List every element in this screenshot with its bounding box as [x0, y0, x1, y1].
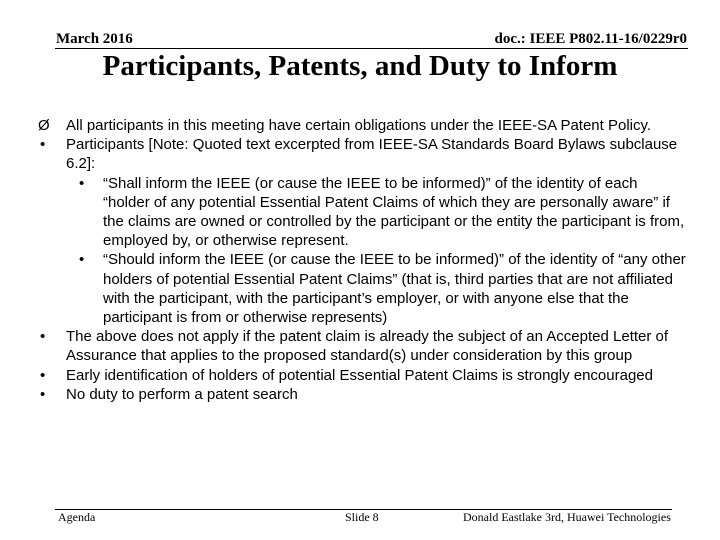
sub-bullet-item	[0, 174, 720, 251]
bullet-text: Early identification of holders of potential Essential Patent Claims is strongly encouraged	[66, 366, 653, 384]
bullet-text: “Should inform the IEEE (or cause the IEEE to be informed)” of the identity of “any other holders of potential Essential Patent Claims” (that is, third parties that are not affiliated with the participant, with the participant’s employer, or with anyone else that the participant is from or otherwise represents)	[103, 251, 686, 327]
bullet-item	[0, 385, 720, 404]
header-doc-id: doc.: IEEE P802.11-16/0229r0	[494, 31, 687, 47]
bullet-dot-icon: •	[79, 251, 85, 269]
bullet-item	[0, 327, 720, 365]
footer-section: Agenda	[58, 510, 96, 524]
slide-title: Participants, Patents, and Duty to Inform	[102, 50, 618, 82]
bullet-item	[0, 366, 720, 385]
bullet-dot-icon: •	[40, 328, 46, 346]
bullet-text: “Shall inform the IEEE (or cause the IEEE to be informed)” of the identity of each “holder of any potential Essential Patent Claims of which they are personally aware” if the claims are owned or controlled by the participant or the entity the participant is from, employed by, or otherwise represent.	[103, 174, 685, 250]
sub-bullet-item	[0, 250, 720, 327]
bullet-text: No duty to perform a patent search	[66, 385, 298, 403]
bullet-dot-icon: •	[40, 385, 46, 403]
bullet-dot-icon: •	[79, 174, 85, 192]
bullet-text: All participants in this meeting have certain obligations under the IEEE-SA Patent Policy.	[66, 117, 652, 134]
bullet-dot-icon: •	[40, 136, 46, 154]
header-date: March 2016	[56, 31, 133, 47]
slide-body	[0, 116, 720, 404]
header-divider	[55, 48, 688, 49]
bullet-text: Participants [Note: Quoted text excerpted from IEEE-SA Standards Board Bylaws subclause 6.2]:	[66, 136, 678, 173]
bullet-item	[0, 135, 720, 173]
footer-author: Donald Eastlake 3rd, Huawei Technologies	[463, 510, 671, 524]
footer-slide-number: Slide 8	[345, 510, 379, 524]
bullet-text: The above does not apply if the patent claim is already the subject of an Accepted Letter of Assurance that applies to the proposed standard(s) under consideration by this group	[66, 328, 669, 365]
bullet-dot-icon: •	[40, 366, 46, 384]
bullet-item	[0, 116, 720, 135]
arrow-bullet-icon: Ø	[38, 117, 50, 134]
